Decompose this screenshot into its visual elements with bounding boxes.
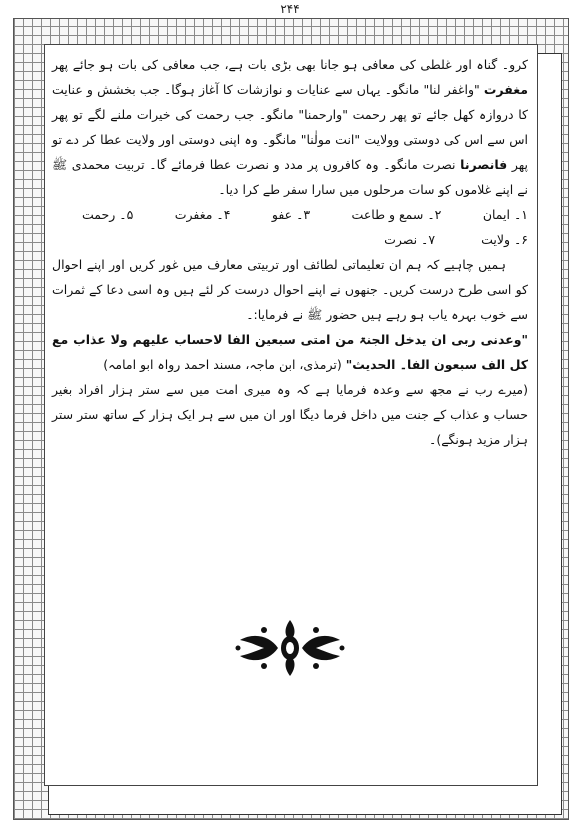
- list-item: ۱۔ ایمان: [482, 207, 528, 222]
- list-item: ۵۔ رحمت: [82, 207, 134, 222]
- paragraph-2: ہمیں چاہیے کہ ہم ان تعلیماتی لطائف اور تربیتی معارف میں غور کریں اور اپنے احوال کو اسی طرح درست کریں۔ جنھوں نے اپنے احوال درست کر لئے ہیں وہ اسی دعا کے ثمرات سے خوب بہرہ یاب ہو رہے ہیں حضور ﷺ نے فرمایا:۔: [52, 257, 528, 322]
- paragraph-1-part-1: کرو۔ گناہ اور غلطی کی معافی ہو جانا بھی بڑی بات ہے، جب معافی کی بات ہو جائے پھر: [52, 57, 528, 72]
- stages-list-row-2: [52, 227, 528, 252]
- list-item: ۳۔ عفو: [271, 207, 311, 222]
- hadith-arabic: "وعدنی ربی ان یدخل الجنۃ من امتی سبعین الفا لاحساب علیھم ولا عذاب مع کل الف سبعون الفا۔ الحدیث": [52, 332, 528, 372]
- paragraph-1-part-2: "واغفر لنا" مانگو۔ یہاں سے عنایات و نوازشات کا آغاز ہوگا۔ جب بخشش و عنایت کا دروازہ کھل جائے تو پھر رحمت "وارحمنا" مانگو۔ جب رحمت کی خیرات ملنے لگے تو پھر اس سے اس کی دوستی وولایت "انت مولٰنا" مانگو۔ وہ اپنی دوستی اور ولایت عطا کر دے تو پھر: [52, 82, 528, 172]
- paragraph-1: [52, 52, 528, 202]
- stages-list-row-1: [52, 202, 528, 227]
- list-item: ۴۔ مغفرت: [174, 207, 231, 222]
- hadith-translation: (میرے رب نے مجھ سے وعدہ فرمایا ہے کہ وہ میری امت میں سے ستر ہزار افراد بغیر حساب و عذاب کے جنت میں داخل فرما دیگا اور ان میں سے ہر ایک ہزار کے ساتھ ستر ستر ہزار مزید ہونگے)۔: [52, 382, 528, 447]
- hadith-reference: (ترمذی، ابن ماجہ، مسند احمد رواہ ابو امامہ): [103, 357, 346, 372]
- list-item: ۲۔ سمع و طاعت: [351, 207, 442, 222]
- word-maghfirat: مغفرت: [483, 82, 528, 97]
- hadith-quote: [52, 327, 528, 377]
- page-text: [52, 52, 528, 452]
- floral-ornament-icon: [234, 618, 346, 678]
- list-item: ۷۔ نصرت: [384, 232, 436, 247]
- paragraph-1-part-3: نصرت مانگو۔ وہ کافروں پر مدد و نصرت عطا فرمائے گا۔ تربیت محمدی ﷺ نے اپنے غلاموں کو سات مرحلوں میں سارا سفر طے کرا دیا۔: [52, 157, 528, 197]
- word-fansurna: فانصرنا: [460, 157, 508, 172]
- list-item: ۶۔ ولایت: [481, 232, 528, 247]
- page-number: ۲۴۴: [280, 2, 300, 16]
